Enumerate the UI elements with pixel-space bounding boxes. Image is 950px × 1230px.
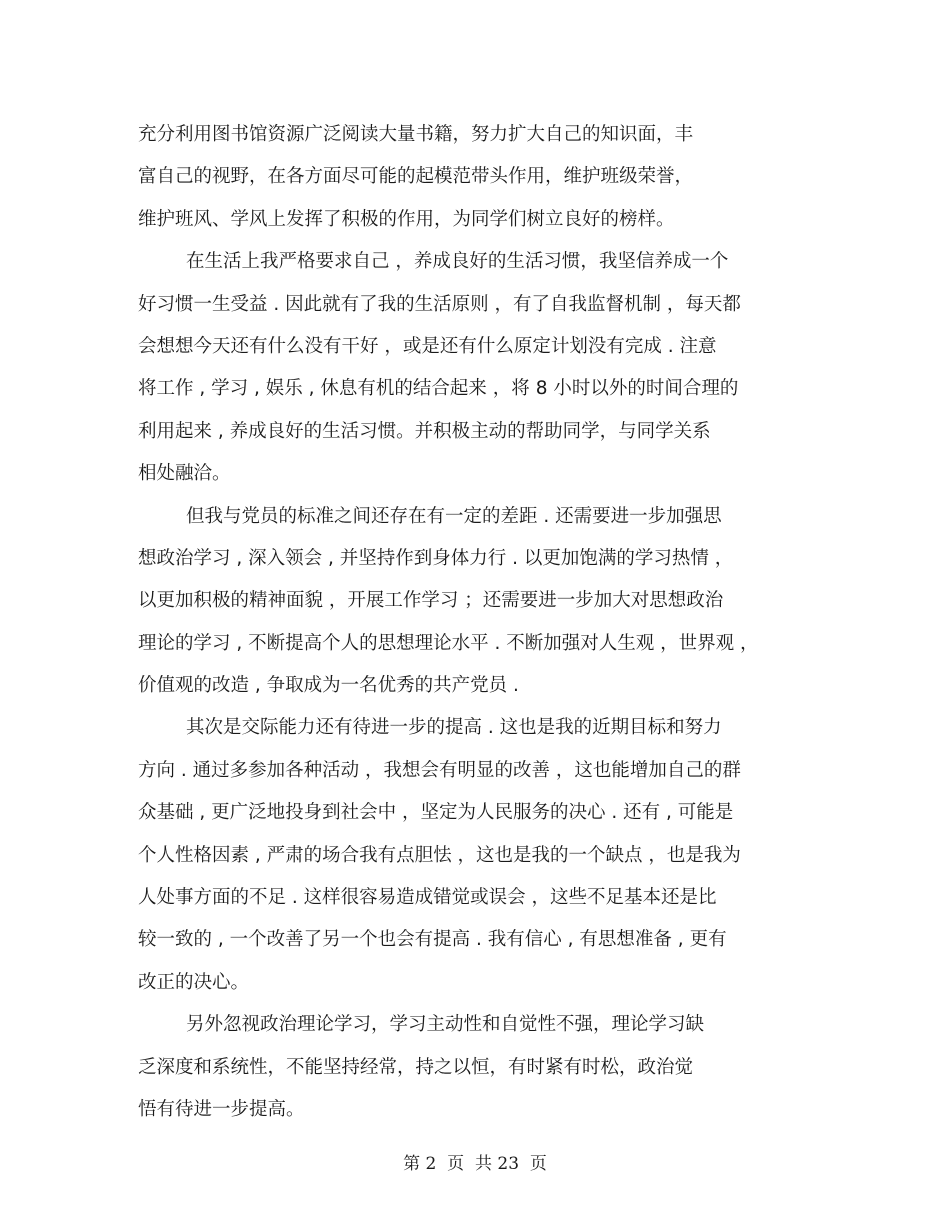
- text-line: 乏深度和系统性，不能坚持经常，持之以恒，有时紧有时松，政治觉: [138, 1056, 694, 1078]
- text-line: 充分利用图书馆资源广泛阅读大量书籍，努力扩大自己的知识面，丰: [138, 124, 694, 145]
- text-line: 较一致的 , 一个改善了另一个也会有提高 . 我有信心 , 有思想准备 , 更有: [138, 929, 727, 951]
- text-line: 理论的学习 , 不断提高个人的思想理论水平 . 不断加强对人生观 ，世界观 ，: [138, 632, 759, 654]
- text-line: 维护班风、学风上发挥了积极的作用，为同学们树立良好的榜样。: [138, 208, 675, 230]
- text-line: 富自己的视野，在各方面尽可能的起模范带头作用，维护班级荣誉，: [138, 166, 694, 188]
- text-line: 相处融洽。: [138, 463, 231, 485]
- text-line: 将工作 , 学习 , 娱乐 , 休息有机的结合起来 ，将 8 小时以外的时间合理的: [138, 378, 739, 400]
- text-line: 人处事方面的不足 . 这样很容易造成错觉或误会 ，这些不足基本还是比: [138, 887, 717, 909]
- paragraph-start-line: 但我与党员的标准之间还存在有一定的差距 . 还需要进一步加强思: [186, 505, 722, 527]
- paragraph-start-line: 在生活上我严格要求自己 ，养成良好的生活习惯，我坚信养成一个: [186, 251, 729, 273]
- text-line: 改正的决心。: [138, 971, 250, 993]
- text-line: 方向 . 通过多参加各种活动 ，我想会有明显的改善 ，这也能增加自己的群: [138, 759, 741, 781]
- text-line: 利用起来 , 养成良好的生活习惯。并积极主动的帮助同学，与同学关系: [138, 420, 711, 442]
- text-line: 众基础 , 更广泛地投身到社会中 ，坚定为人民服务的决心 . 还有 , 可能是: [138, 802, 734, 824]
- text-line: 个人性格因素 , 严肃的场合我有点胆怯 ，这也是我的一个缺点 ，也是我为: [138, 844, 741, 866]
- text-line: 悟有待进一步提高。: [138, 1098, 305, 1120]
- text-line: 想政治学习 , 深入领会 , 并坚持作到身体力行 . 以更加饱满的学习热情 ，: [138, 547, 734, 569]
- text-line: 价值观的改造 , 争取成为一名优秀的共产党员 .: [138, 675, 519, 697]
- paragraph-start-line: 其次是交际能力还有待进一步的提高 . 这也是我的近期目标和努力: [186, 717, 722, 739]
- text-line: 会想想今天还有什么没有干好 ，或是还有什么原定计划没有完成 . 注意: [138, 335, 717, 357]
- paragraph-start-line: 另外忽视政治理论学习，学习主动性和自觉性不强，理论学习缺: [186, 1014, 705, 1036]
- text-line: 好习惯一生受益 . 因此就有了我的生活原则 ，有了自我监督机制 ，每天都: [138, 293, 741, 315]
- page-number-footer: 第 2 页 共 23 页: [403, 1154, 547, 1174]
- document-body: [138, 114, 838, 1131]
- text-line: 以更加积极的精神面貌 ，开展工作学习 ；还需要进一步加大对思想政治: [138, 590, 724, 612]
